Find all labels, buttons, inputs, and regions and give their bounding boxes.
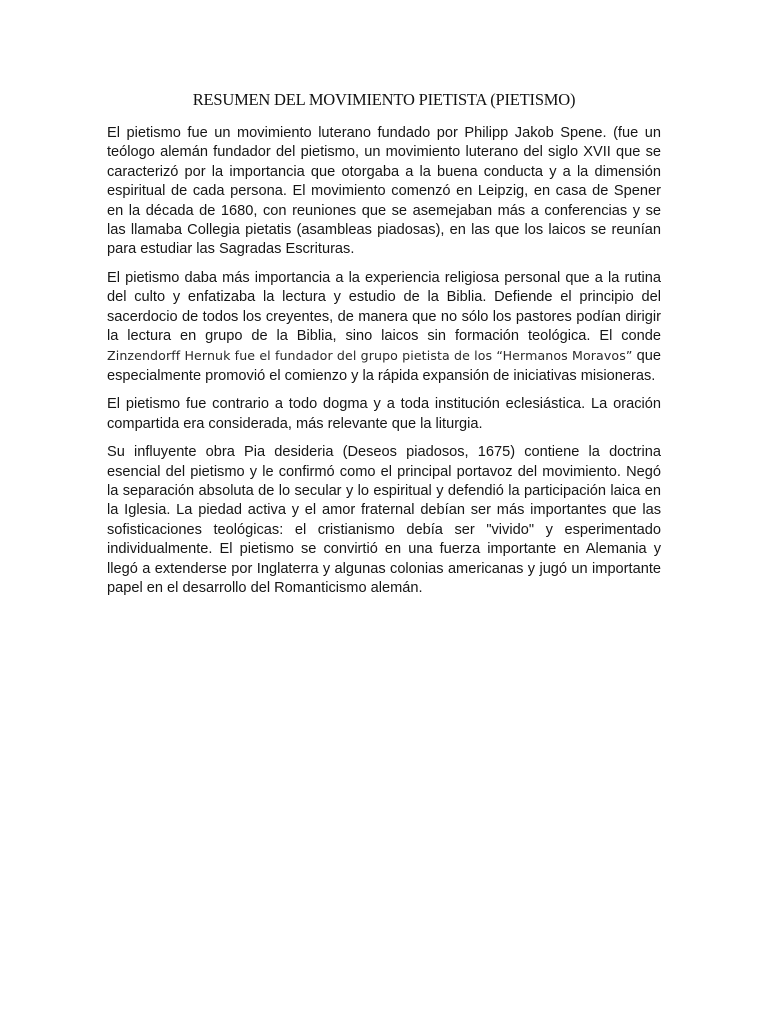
document-body <box>107 124 661 607</box>
paragraph-4: Su influyente obra Pia desideria (Deseos piadosos, 1675) contiene la doctrina esencial del pietismo y le confirmó como el principal portavoz del movimiento. Negó la separación absoluta de lo secular y lo espiritual y defendió la participación laica en la Iglesia. La piedad activa y el amor fraternal debían ser más importantes que las sofisticaciones teológicas: el cristianismo debía ser "vivido" y esperimentado individualmente. El pietismo se convirtió en una fuerza importante en Alemania y llegó a extenderse por Inglaterra y algunas colonias americanas y jugó un importante papel en el desarrollo del Romanticismo alemán. <box>107 444 661 596</box>
paragraph-3: El pietismo fue contrario a todo dogma y a toda institución eclesiástica. La oración compartida era considerada, más relevante que la liturgia. <box>107 396 661 432</box>
paragraph-2-text-after: que especialmente promovió el comienzo y la rápida expansión de iniciativas misioneras. <box>107 348 661 384</box>
paragraph-2-text-alt: Zinzendorff Hernuk fue el fundador del grupo pietista de los “Hermanos Moravos” <box>107 348 633 364</box>
paragraph-2-text-before: El pietismo daba más importancia a la experiencia religiosa personal que a la rutina del culto y enfatizaba la lectura y estudio de la Biblia. Defiende el principio del sacerdocio de todos los creyentes, de manera que no sólo los pastores podían dirigir la lectura en grupo de la Biblia, sino laicos sin formación teológica. El conde <box>107 269 661 345</box>
paragraph-2 <box>107 269 661 386</box>
document-title: RESUMEN DEL MOVIMIENTO PIETISTA (PIETISMO) <box>192 90 576 109</box>
paragraph-1: El pietismo fue un movimiento luterano fundado por Philipp Jakob Spene. (fue un teólogo alemán fundador del pietismo, un movimiento luterano del siglo XVII que se caracterizó por la importancia que otorgaba a la buena conducta y a la dimensión espiritual de cada persona. El movimiento comenzó en Leipzig, en casa de Spener en la década de 1680, con reuniones que se asemejaban más a conferencias y se las llamaba Collegia pietatis (asambleas piadosas), en las que los laicos se reunían para estudiar las Sagradas Escrituras. <box>107 125 661 258</box>
